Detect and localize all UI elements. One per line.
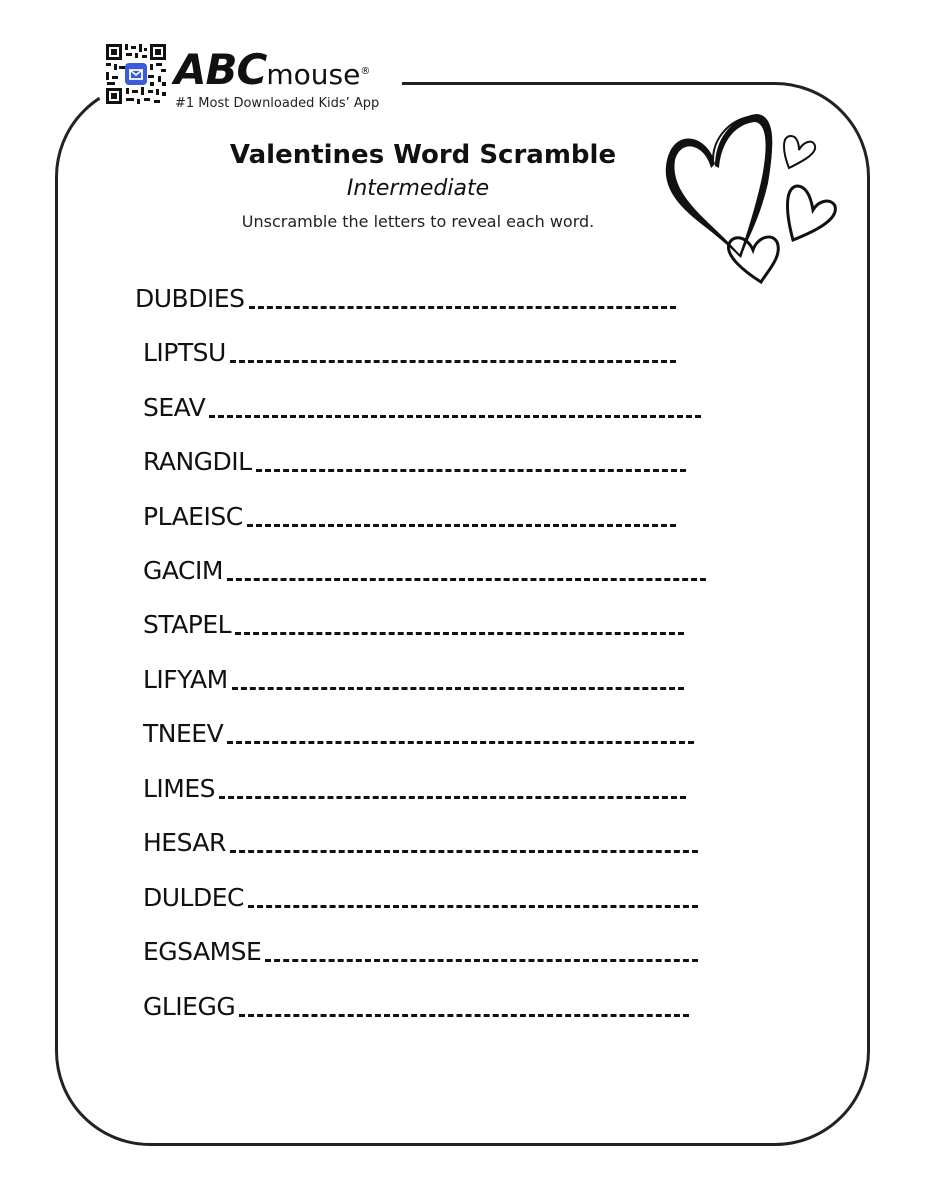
scrambled-word: GLIEGG (143, 992, 236, 1021)
instructions: Unscramble the letters to reveal each word. (241, 212, 595, 231)
brand-logo-mouse: mouse (266, 58, 361, 91)
puzzle-row (143, 715, 694, 749)
scrambled-word: LIPTSU (143, 338, 226, 367)
scrambled-word: GACIM (143, 556, 223, 585)
scrambled-word: DULDEC (143, 883, 244, 912)
page-title: Valentines Word Scramble (229, 140, 617, 170)
answer-blank[interactable] (227, 741, 694, 744)
puzzle-row (143, 933, 698, 967)
brand-logo (174, 45, 370, 95)
puzzle-row (143, 770, 686, 804)
answer-blank[interactable] (219, 796, 686, 799)
scrambled-word: HESAR (143, 828, 226, 857)
answer-blank[interactable] (247, 524, 676, 527)
answer-blank[interactable] (256, 469, 686, 472)
puzzle-row (143, 498, 676, 532)
answer-blank[interactable] (265, 959, 698, 962)
scrambled-word: SEAV (143, 393, 206, 422)
scrambled-word: DUBDIES (135, 284, 245, 313)
scrambled-word: EGSAMSE (143, 937, 262, 966)
answer-blank[interactable] (232, 687, 684, 690)
puzzle-row (143, 443, 686, 477)
scrambled-word: LIMES (143, 774, 216, 803)
answer-blank[interactable] (248, 905, 698, 908)
puzzle-row (143, 661, 684, 695)
registered-mark: ® (360, 66, 370, 77)
puzzle-row (143, 824, 698, 858)
brand-tagline: #1 Most Downloaded Kids’ App (175, 96, 380, 111)
puzzle-row (143, 389, 701, 423)
puzzle-row (143, 552, 706, 586)
scrambled-word: PLAEISC (143, 502, 243, 531)
scrambled-word: LIFYAM (143, 665, 228, 694)
scrambled-word: RANGDIL (143, 447, 252, 476)
answer-blank[interactable] (209, 415, 701, 418)
answer-blank[interactable] (249, 306, 677, 309)
difficulty-level: Intermediate (346, 176, 490, 201)
answer-blank[interactable] (239, 1014, 689, 1017)
puzzle-row (143, 334, 676, 368)
puzzle-row (143, 879, 698, 913)
brand-logo-abc: ABC (174, 45, 267, 94)
puzzle-row (143, 988, 689, 1022)
puzzle-row (135, 280, 676, 314)
puzzle-row (143, 606, 684, 640)
scrambled-word: STAPEL (143, 610, 232, 639)
scrambled-word: TNEEV (143, 719, 224, 748)
hearts-icon (655, 108, 845, 288)
answer-blank[interactable] (230, 850, 698, 853)
answer-blank[interactable] (227, 578, 706, 581)
answer-blank[interactable] (235, 632, 684, 635)
answer-blank[interactable] (230, 360, 676, 363)
qr-code-icon (104, 42, 168, 106)
